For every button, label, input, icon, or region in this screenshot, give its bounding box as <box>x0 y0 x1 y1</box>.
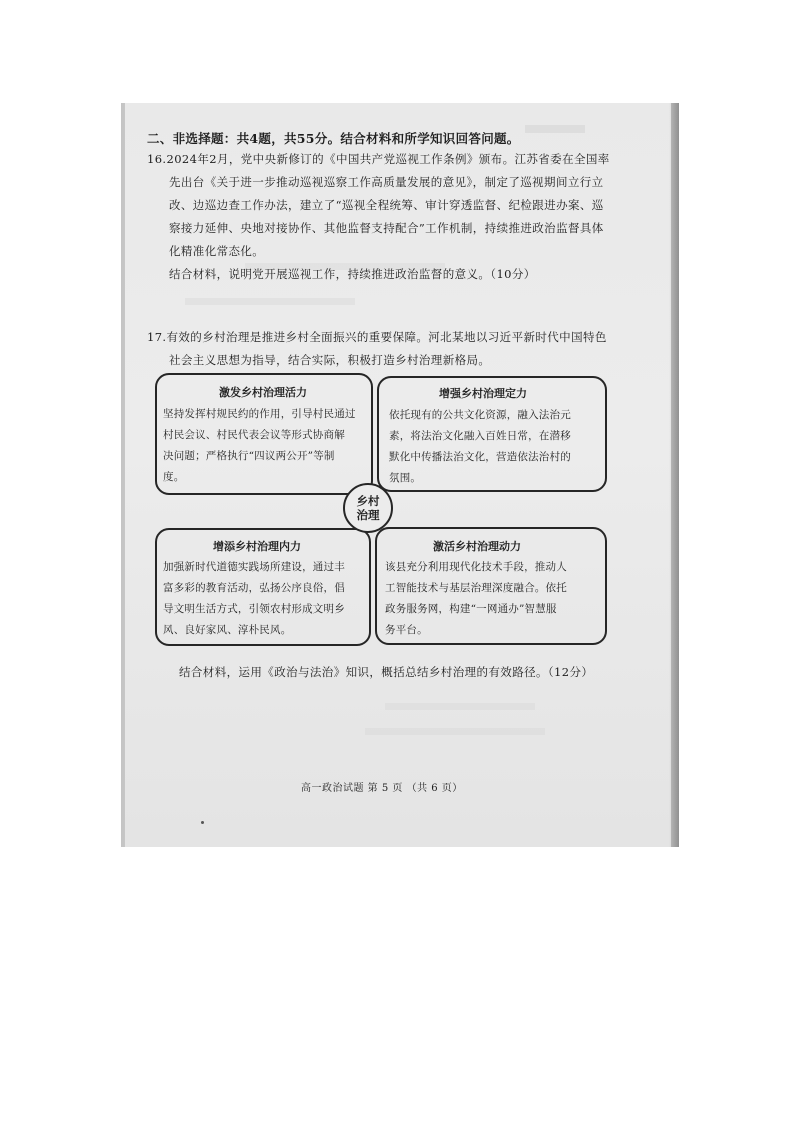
box-text: 坚持发挥村规民约的作用，引导村民通过 <box>163 408 356 420</box>
center-circle-rural-governance <box>343 483 393 533</box>
box-activate-motivation <box>375 527 607 645</box>
q16-line: 改、边巡边查工作办法，建立了“巡视全程统筹、审计穿透监督、纪检跟进办案、巡 <box>169 198 604 212</box>
bleed-through-mark <box>365 728 545 735</box>
speck <box>201 821 204 824</box>
box-text: 决问题；严格执行“四议两公开”等制 <box>163 450 335 462</box>
bleed-through-mark <box>525 125 585 133</box>
box-text: 加强新时代道德实践场所建设，通过丰 <box>163 561 345 573</box>
q16-line: 化精准化常态化。 <box>169 244 265 258</box>
bleed-through-mark <box>185 298 355 305</box>
page-curl-shadow <box>669 103 679 847</box>
page-footer: 高一政治试题 第 5 页 （共 6 页） <box>301 783 463 794</box>
q16-prompt: 结合材料，说明党开展巡视工作，持续推进政治监督的意义。（10分） <box>169 267 536 281</box>
box-title: 激发乡村治理活力 <box>219 386 307 399</box>
box-strengthen-stability <box>377 376 607 492</box>
box-text: 该县充分利用现代化技术手段，推动人 <box>385 561 567 573</box>
box-text: 务平台。 <box>385 624 428 636</box>
q17-line: 社会主义思想为指导，结合实际，积极打造乡村治理新格局。 <box>169 353 491 367</box>
box-stimulate-vitality <box>155 373 373 495</box>
box-text: 默化中传播法治文化，营造依法治村的 <box>389 451 571 463</box>
q16-line: 察接力延伸、央地对接协作、其他监督支持配合”工作机制，持续推进政治监督具体 <box>169 221 604 235</box>
section-heading: 二、非选择题：共4题，共55分。结合材料和所学知识回答问题。 <box>147 131 520 146</box>
bleed-through-mark <box>385 703 535 710</box>
box-text: 政务服务网，构建“一网通办”智慧服 <box>385 603 557 615</box>
photographed-exam-page <box>121 103 679 847</box>
box-text: 富多彩的教育活动，弘扬公序良俗，倡 <box>163 582 345 594</box>
box-title: 激活乡村治理动力 <box>433 540 521 553</box>
q16-line: 16.2024年2月，党中央新修订的《中国共产党巡视工作条例》颁布。江苏省委在全国率 <box>147 152 610 166</box>
box-add-inner-strength <box>155 528 371 646</box>
box-text: 度。 <box>163 471 185 483</box>
center-label: 乡村 <box>356 494 380 508</box>
box-title: 增强乡村治理定力 <box>439 387 527 400</box>
q17-line: 17.有效的乡村治理是推进乡村全面振兴的重要保障。河北某地以习近平新时代中国特色 <box>147 330 607 344</box>
paper-sheet <box>125 103 671 847</box>
box-text: 村民会议、村民代表会议等形式协商解 <box>163 429 345 441</box>
box-text: 工智能技术与基层治理深度融合。依托 <box>385 582 567 594</box>
box-text: 素，将法治文化融入百姓日常，在潜移 <box>389 430 571 442</box>
box-title: 增添乡村治理内力 <box>213 540 301 553</box>
box-text: 导文明生活方式，引领农村形成文明乡 <box>163 603 345 615</box>
q16-line: 先出台《关于进一步推动巡视巡察工作高质量发展的意见》，制定了巡视期间立行立 <box>169 175 604 189</box>
box-text: 氛围。 <box>389 472 422 484</box>
center-label: 治理 <box>356 508 380 522</box>
box-text: 依托现有的公共文化资源，融入法治元 <box>389 409 571 421</box>
q17-prompt: 结合材料，运用《政治与法治》知识，概括总结乡村治理的有效路径。（12分） <box>179 665 594 679</box>
box-text: 风、良好家风、淳朴民风。 <box>163 624 292 636</box>
